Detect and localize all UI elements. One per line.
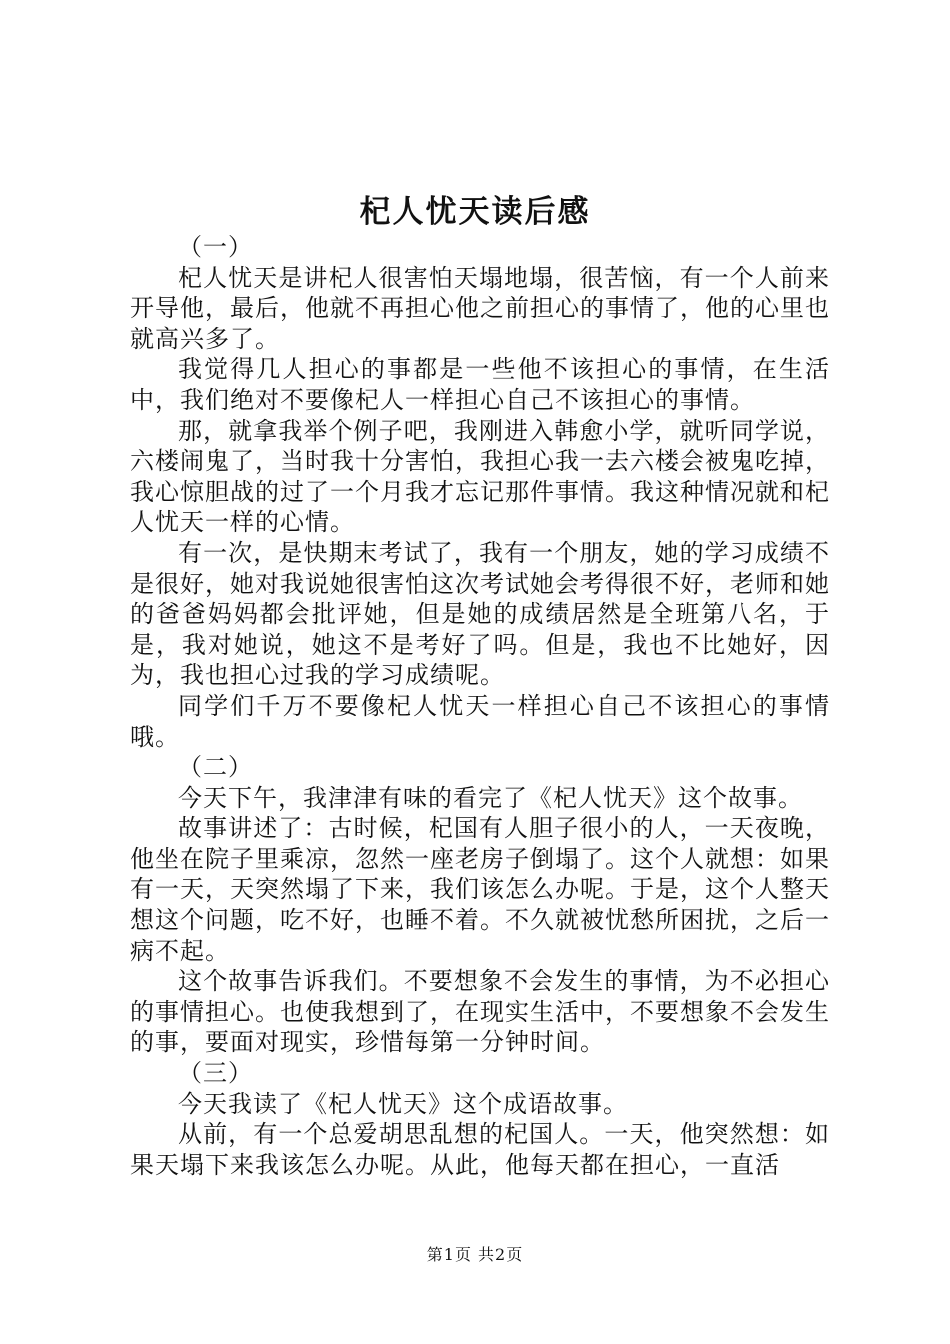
- paragraph-section-3-heading: （三）: [178, 1059, 253, 1088]
- page-footer: 第1页 共2页: [426, 1245, 524, 1264]
- paragraph: 今天我读了《杞人忧天》这个成语故事。: [178, 1089, 628, 1118]
- paragraph: 从前，有一个总爱胡思乱想的杞国人。一天，他突然想：如果天塌下来我该怎么办呢。从此，他每天都在担心，一直活: [130, 1120, 830, 1179]
- paragraph-section-1-heading: （一）: [178, 233, 253, 261]
- paragraph: 同学们千万不要像杞人忧天一样担心自己不该担心的事情哦。: [130, 691, 830, 751]
- paragraph: 那，就拿我举个例子吧，我刚进入韩愈小学，就听同学说，六楼闹鬼了，当时我十分害怕，我担心我一去六楼会被鬼吃掉，我心惊胆战的过了一个月我才忘记那件事情。我这种情况就和杞人忧天一样的心情。: [130, 416, 830, 537]
- paragraph: 有一次，是快期末考试了，我有一个朋友，她的学习成绩不是很好，她对我说她很害怕这次考试她会考得很不好，老师和她的爸爸妈妈都会批评她，但是她的成绩居然是全班第八名，于是，我对她说，她这不是考好了吗。但是，我也不比她好，因为，我也担心过我的学习成绩呢。: [130, 538, 830, 690]
- paragraph: 故事讲述了：古时候，杞国有人胆子很小的人，一天夜晚，他坐在院子里乘凉，忽然一座老房子倒塌了。这个人就想：如果有一天，天突然塌了下来，我们该怎么办呢。于是，这个人整天想这个问题，吃不好，也睡不着。不久就被忧愁所困扰，之后一病不起。: [130, 814, 830, 965]
- paragraph: 我觉得几人担心的事都是一些他不该担心的事情，在生活中，我们绝对不要像杞人一样担心自己不该担心的事情。: [130, 355, 830, 414]
- document-body: [130, 232, 830, 1180]
- paragraph: 今天下午，我津津有味的看完了《杞人忧天》这个故事。: [178, 783, 803, 812]
- paragraph-section-2-heading: （二）: [178, 753, 253, 782]
- paragraph: 这个故事告诉我们。不要想象不会发生的事情，为不必担心的事情担心。也使我想到了，在现实生活中，不要想象不会发生的事，要面对现实，珍惜每第一分钟时间。: [130, 967, 830, 1057]
- paragraph: 杞人忧天是讲杞人很害怕天塌地塌，很苦恼，有一个人前来开导他，最后，他就不再担心他之前担心的事情了，他的心里也就高兴多了。: [130, 263, 830, 353]
- page-title: 杞人忧天读后感: [359, 194, 591, 230]
